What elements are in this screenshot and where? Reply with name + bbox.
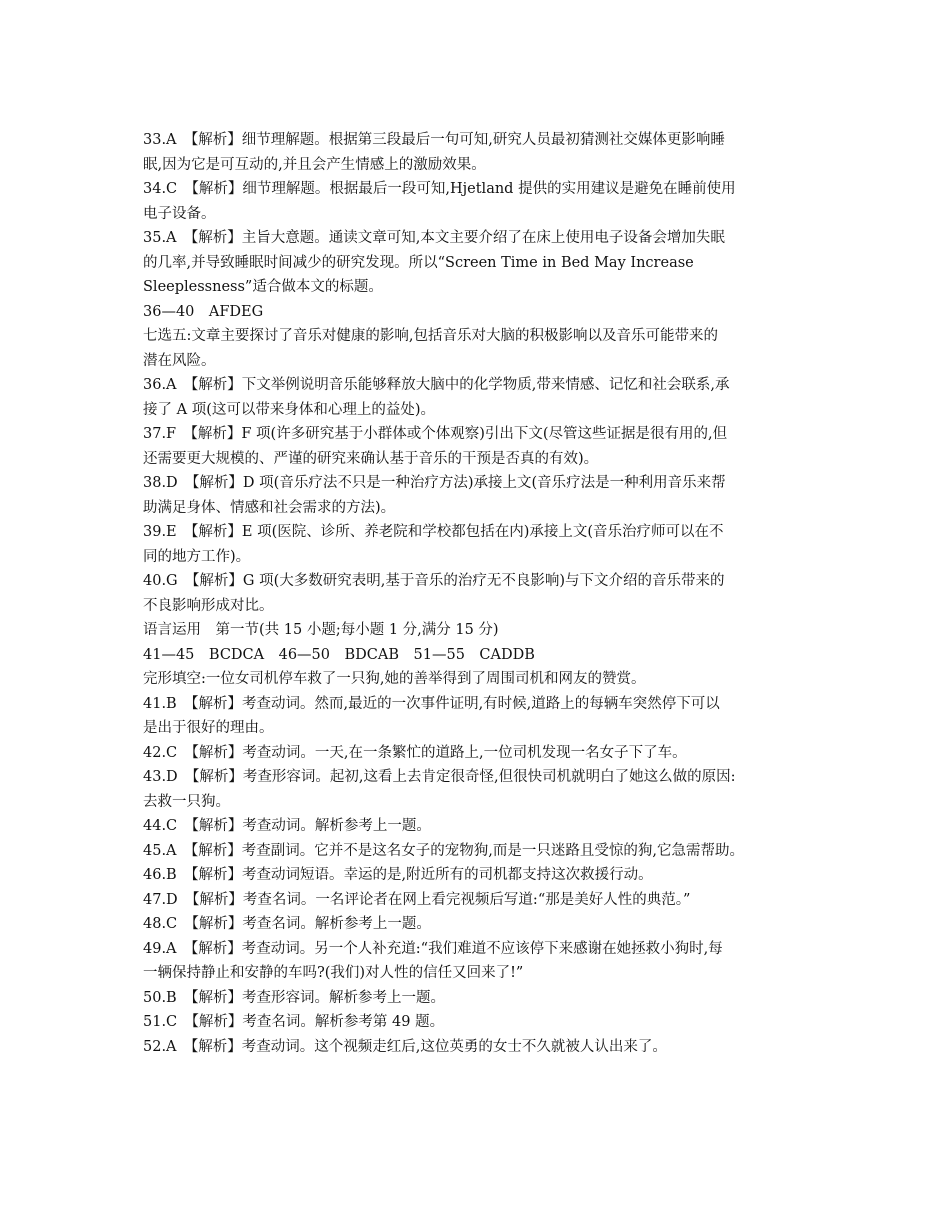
text-line: 45.A 【解析】考查副词。它并不是这名女子的宠物狗,而是一只迷路且受惊的狗,它急需帮助。 [143, 842, 744, 859]
text-line: 的几率,并导致睡眠时间减少的研究发现。所以“Screen Time in Bed May Increase [143, 254, 694, 271]
text-line: 40.G 【解析】G 项(大多数研究表明,基于音乐的治疗无不良影响)与下文介绍的音乐带来的 [143, 573, 725, 589]
section-heading: 语言运用 第一节(共 15 小题;每小题 1 分,满分 15 分) [143, 622, 499, 638]
text-line: 44.C 【解析】考查动词。解析参考上一题。 [143, 818, 431, 834]
text-line: 39.E 【解析】E 项(医院、诊所、养老院和学校都包括在内)承接上文(音乐治疗师可以在不 [143, 524, 724, 540]
text-line: 36.A 【解析】下文举例说明音乐能够释放大脑中的化学物质,带来情感、记忆和社会联系,承 [143, 377, 730, 393]
text-line: 47.D 【解析】考查名词。一名评论者在网上看完视频后写道:“那是美好人性的典范。” [143, 891, 691, 908]
text-line: 35.A 【解析】主旨大意题。通读文章可知,本文主要介绍了在床上使用电子设备会增加失眠 [143, 230, 725, 246]
text-line: 接了 A 项(这可以带来身体和心理上的益处)。 [143, 401, 436, 418]
text-line: 41.B 【解析】考查动词。然而,最近的一次事件证明,有时候,道路上的每辆车突然停下可以 [143, 695, 720, 712]
text-line: 37.F 【解析】F 项(许多研究基于小群体或个体观察)引出下文(尽管这些证据是很有用的,但 [143, 426, 728, 442]
text-line: 同的地方工作)。 [143, 548, 251, 565]
text-line: 潜在风险。 [143, 352, 216, 369]
text-line: 33.A 【解析】细节理解题。根据第三段最后一句可知,研究人员最初猜测社交媒体更影响睡 [143, 132, 725, 148]
answer-key-page [143, 128, 823, 1059]
text-line: 50.B 【解析】考查形容词。解析参考上一题。 [143, 989, 445, 1006]
text-line: 52.A 【解析】考查动词。这个视频走红后,这位英勇的女士不久就被人认出来了。 [143, 1038, 667, 1055]
text-line: 电子设备。 [143, 205, 216, 222]
text-line: 一辆保持静止和安静的车吗?(我们)对人性的信任又回来了!” [143, 965, 524, 981]
text-line: 34.C 【解析】细节理解题。根据最后一段可知,Hjetland 提供的实用建议是避免在睡前使用 [143, 181, 736, 197]
text-line: Sleeplessness”适合做本文的标题。 [143, 279, 383, 295]
text-line: 去救一只狗。 [143, 793, 230, 810]
text-line: 七选五:文章主要探讨了音乐对健康的影响,包括音乐对大脑的积极影响以及音乐可能带来的 [143, 328, 718, 344]
text-line: 38.D 【解析】D 项(音乐疗法不只是一种治疗方法)承接上文(音乐疗法是一种利用音乐来帮 [143, 475, 726, 491]
text-line: 不良影响形成对比。 [143, 597, 274, 614]
text-line: 43.D 【解析】考查形容词。起初,这看上去肯定很奇怪,但很快司机就明白了她这么做的原因: [143, 769, 736, 785]
text-line: 眠,因为它是可互动的,并且会产生情感上的激励效果。 [143, 156, 486, 173]
text-line: 36—40 AFDEG [143, 303, 264, 320]
text-line: 还需要更大规模的、严谨的研究来确认基于音乐的干预是否真的有效)。 [143, 450, 599, 467]
text-line: 48.C 【解析】考查名词。解析参考上一题。 [143, 916, 431, 932]
text-line: 49.A 【解析】考查动词。另一个人补充道:“我们难道不应该停下来感谢在她拯救小狗时,每 [143, 940, 723, 957]
text-line: 41—45 BCDCA 46—50 BDCAB 51—55 CADDB [143, 646, 535, 663]
text-line: 51.C 【解析】考查名词。解析参考第 49 题。 [143, 1014, 445, 1030]
text-line: 46.B 【解析】考查动词短语。幸运的是,附近所有的司机都支持这次救援行动。 [143, 867, 653, 883]
text-line: 助满足身体、情感和社会需求的方法)。 [143, 499, 396, 516]
text-line: 是出于很好的理由。 [143, 720, 274, 736]
text-line: 完形填空:一位女司机停车救了一只狗,她的善举得到了周围司机和网友的赞赏。 [143, 671, 646, 687]
text-line: 42.C 【解析】考查动词。一天,在一条繁忙的道路上,一位司机发现一名女子下了车。 [143, 744, 687, 761]
